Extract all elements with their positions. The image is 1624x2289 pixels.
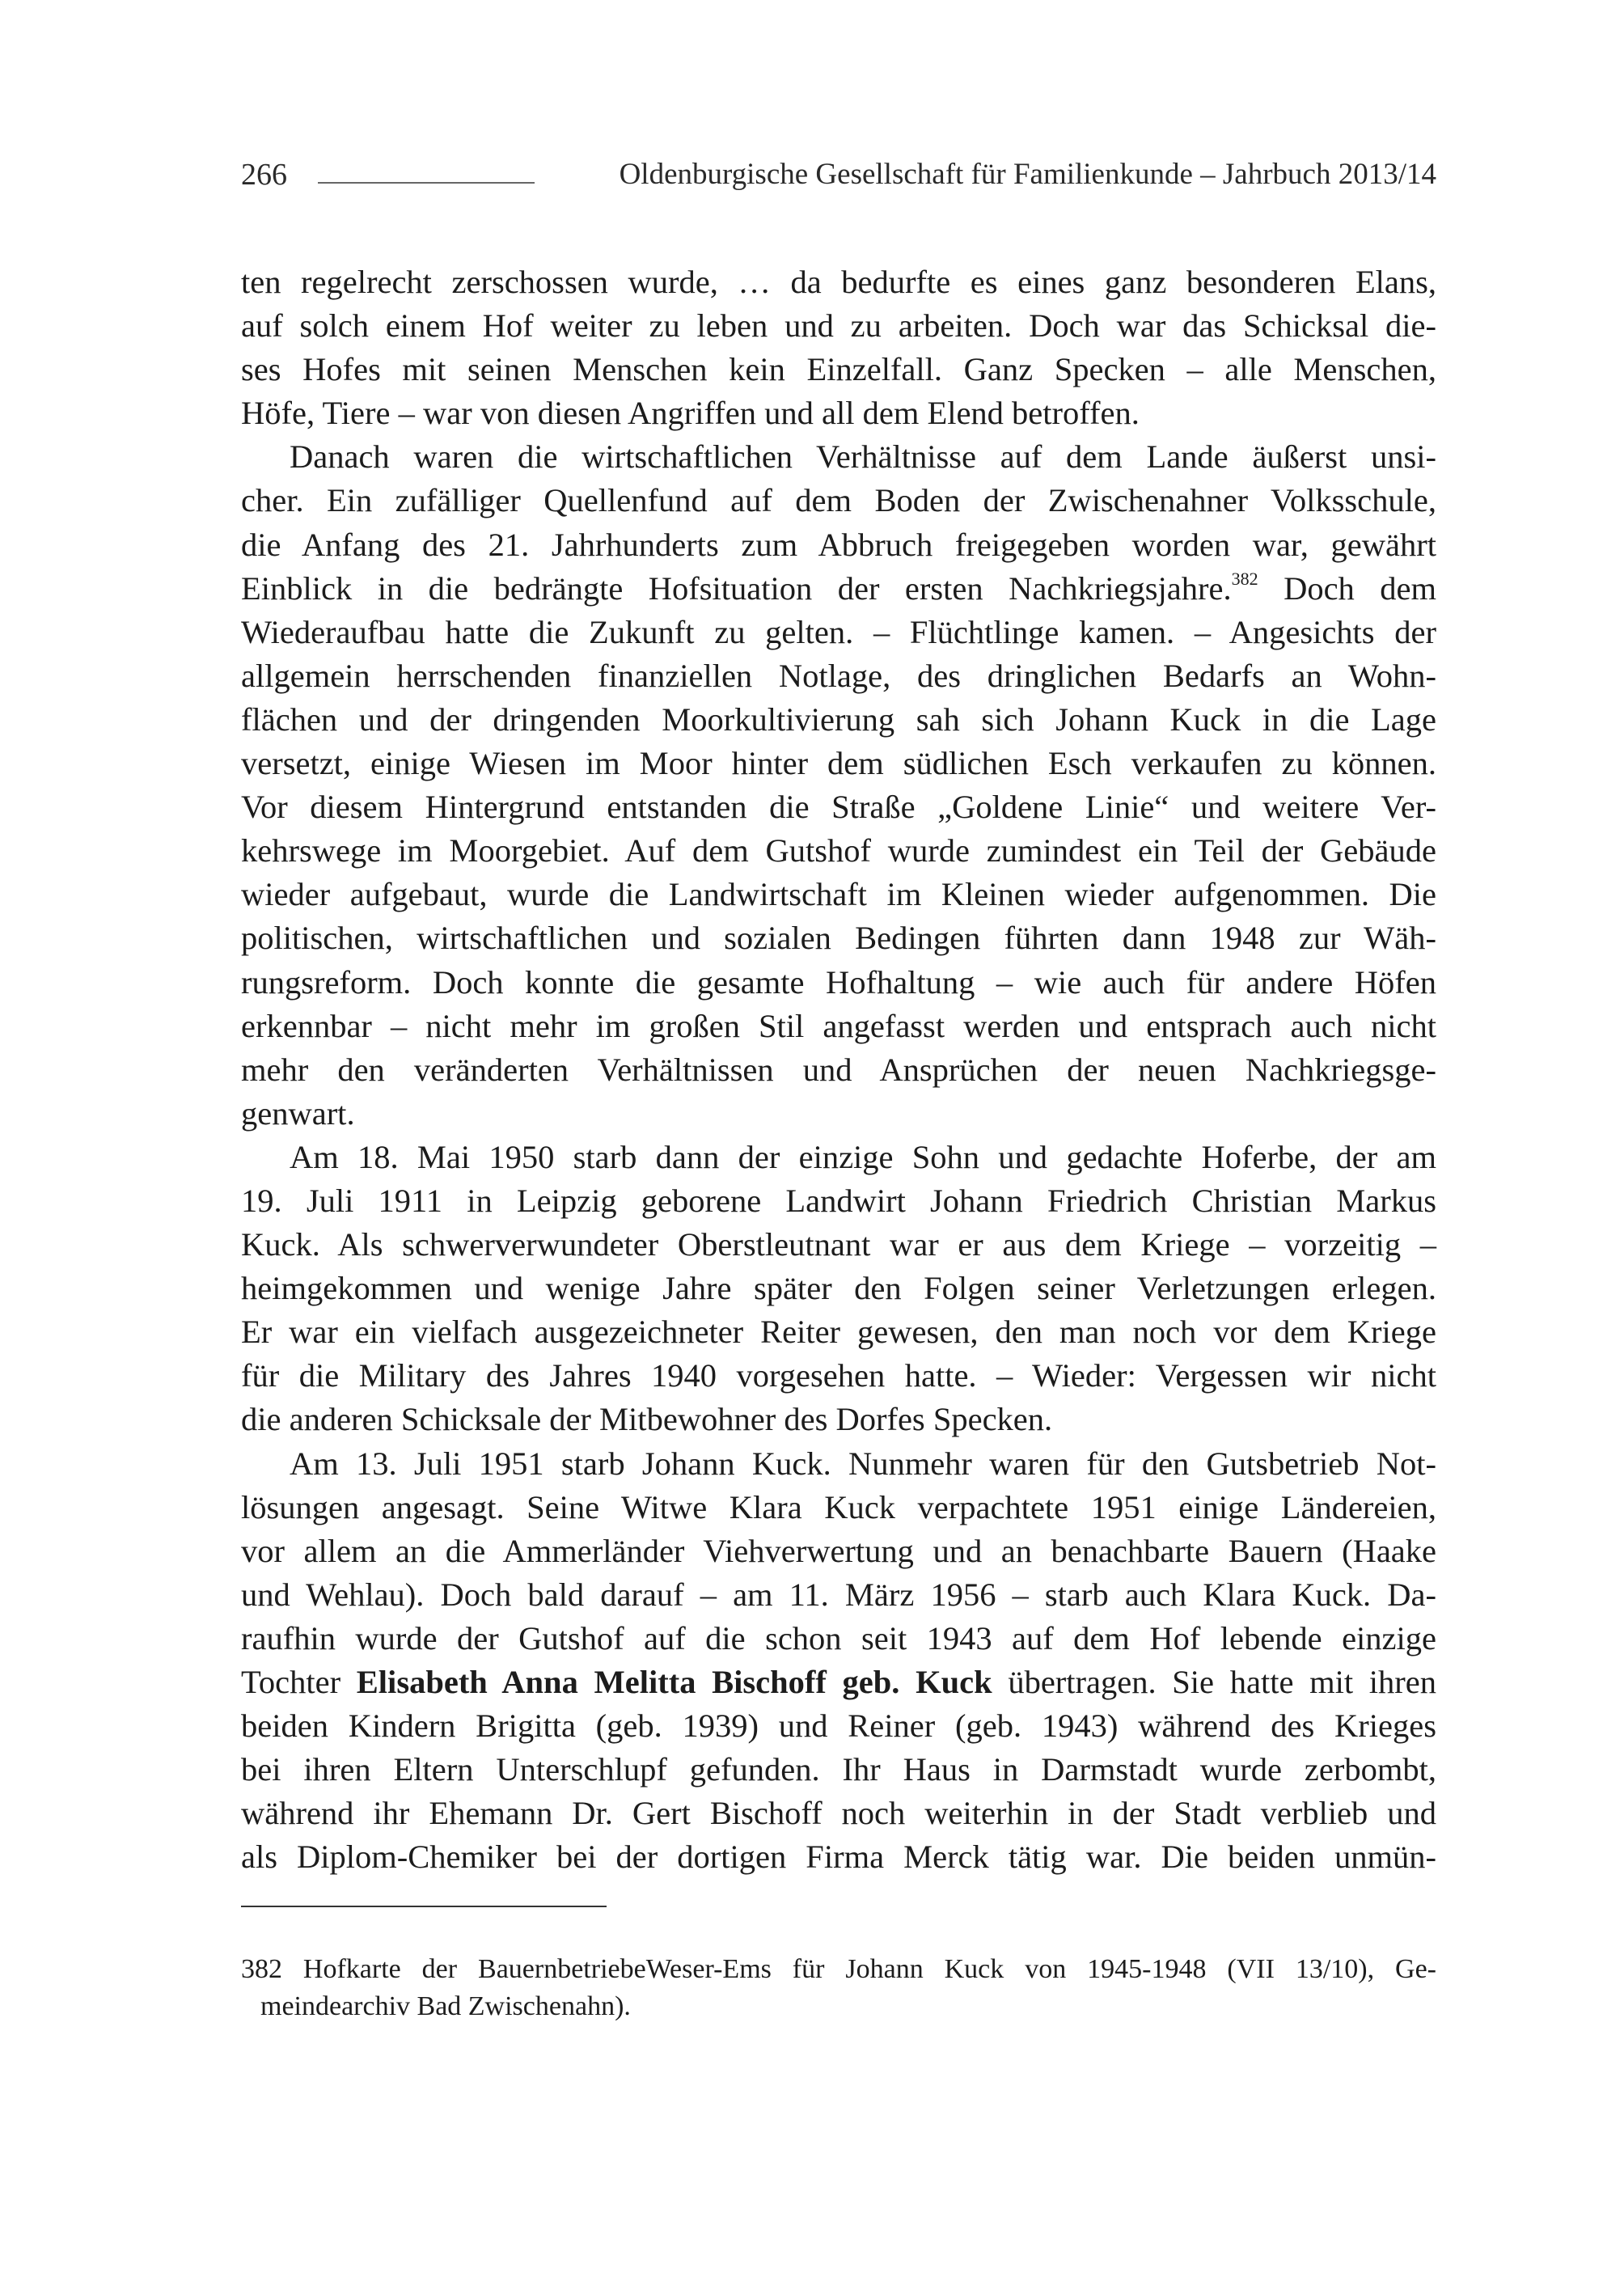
footnote-line: meindearchiv Bad Zwischenahn). — [260, 1991, 631, 2021]
paragraph — [241, 1442, 1436, 1880]
text-line: genwart. — [241, 1094, 355, 1132]
text-line: ses Hofes mit seinen Menschen kein Einzelfall. Ganz Specken – alle Menschen, — [241, 351, 1436, 388]
text-line: für die Military des Jahres 1940 vorgesehen hatte. – Wieder: Vergessen wir nicht — [241, 1357, 1436, 1394]
text-line: lösungen angesagt. Seine Witwe Klara Kuck verpachtete 1951 einige Ländereien, — [241, 1488, 1436, 1525]
text-line: Höfe, Tiere – war von diesen Angriffen und all dem Elend betroffen. — [241, 395, 1140, 432]
text-line: beiden Kindern Brigitta (geb. 1939) und Reiner (geb. 1943) während des Krieges — [241, 1707, 1436, 1745]
text-line: und Wehlau). Doch bald darauf – am 11. März 1956 – starb auch Klara Kuck. Da- — [241, 1576, 1436, 1613]
text-line: Kuck. Als schwerverwundeter Oberstleutnant war er aus dem Kriege – vorzeitig – — [241, 1226, 1436, 1263]
text-line: die Anfang des 21. Jahrhunderts zum Abbruch freigegeben worden war, gewährt — [241, 526, 1436, 563]
text-line: während ihr Ehemann Dr. Gert Bischoff noch weiterhin in der Stadt verblieb und — [241, 1795, 1436, 1832]
text-line: rungsreform. Doch konnte die gesamte Hofhaltung – wie auch für andere Höfen — [241, 963, 1436, 1001]
paragraph — [241, 435, 1436, 1136]
footnote-line: 382 Hofkarte der BauernbetriebeWeser-Ems für Johann Kuck von 1945-1948 (VII 13/10), Ge- — [241, 1954, 1436, 1984]
text-line: bei ihren Eltern Unterschlupf gefunden. Ihr Haus in Darmstadt wurde zerbombt, — [241, 1751, 1436, 1788]
footnote-rule — [241, 1906, 607, 1907]
text-line: heimgekommen und wenige Jahre später den Folgen seiner Verletzungen erlegen. — [241, 1270, 1436, 1307]
paragraph — [241, 1136, 1436, 1442]
text-line: 19. Juli 1911 in Leipzig geborene Landwirt Johann Friedrich Christian Markus — [241, 1182, 1436, 1219]
text-line: vor allem an die Ammerländer Viehverwertung und an benachbarte Bauern (Haake — [241, 1532, 1436, 1569]
body-text — [241, 260, 1436, 1879]
text-line: wieder aufgebaut, wurde die Landwirtschaft im Kleinen wieder aufgenommen. Die — [241, 876, 1436, 913]
text-line: kehrswege im Moorgebiet. Auf dem Gutshof wurde zumindest ein Teil der Gebäude — [241, 832, 1436, 869]
text-line: versetzt, einige Wiesen im Moor hinter dem südlichen Esch verkaufen zu können. — [241, 745, 1436, 782]
running-head — [241, 150, 1436, 199]
text-line: erkennbar – nicht mehr im großen Stil angefasst werden und entsprach auch nicht — [241, 1007, 1436, 1044]
text-line: politischen, wirtschaftlichen und sozialen Bedingen führten dann 1948 zur Wäh- — [241, 920, 1436, 957]
text-line: Er war ein vielfach ausgezeichneter Reiter gewesen, den man noch vor dem Kriege — [241, 1314, 1436, 1351]
text-line: Am 13. Juli 1951 starb Johann Kuck. Nunmehr waren für den Gutsbetrieb Not- — [290, 1445, 1436, 1482]
text-line: auf solch einem Hof weiter zu leben und zu arbeiten. Doch war das Schicksal die- — [241, 307, 1436, 345]
text-line: ten regelrecht zerschossen wurde, … da bedurfte es eines ganz besonderen Elans, — [241, 264, 1436, 300]
text-line: Am 18. Mai 1950 starb dann der einzige Sohn und gedachte Hoferbe, der am — [290, 1138, 1436, 1175]
journal-title: Oldenburgische Gesellschaft für Familienkunde – Jahrbuch 2013/14 — [619, 158, 1436, 191]
text-line: Tochter Elisabeth Anna Melitta Bischoff geb. Kuck übertragen. Sie hatte mit ihren — [241, 1664, 1437, 1700]
text-line: raufhin wurde der Gutshof auf die schon seit 1943 auf dem Hof lebende einzige — [241, 1619, 1436, 1656]
text-line: Vor diesem Hintergrund entstanden die Straße „Goldene Linie“ und weitere Ver- — [241, 789, 1436, 826]
text-line: Danach waren die wirtschaftlichen Verhältnisse auf dem Lande äußerst unsi- — [290, 438, 1436, 476]
footnote-marker: 382 — [1231, 568, 1258, 589]
page-number: 266 — [241, 158, 287, 192]
text-line: als Diplom-Chemiker bei der dortigen Firma Merck tätig war. Die beiden unmün- — [241, 1838, 1436, 1876]
text-line: allgemein herrschenden finanziellen Notlage, des dringlichen Bedarfs an Wohn- — [241, 657, 1436, 694]
text-line: Einblick in die bedrängte Hofsituation der ersten Nachkriegsjahre.$^{382}$ Doch dem — [241, 568, 1436, 607]
header-rule — [318, 182, 535, 184]
text-line: Wiederaufbau hatte die Zukunft zu gelten. – Flüchtlinge kamen. – Angesichts der — [241, 613, 1436, 650]
bold-name: Elisabeth Anna Melitta Bischoff geb. Kuck — [356, 1664, 992, 1700]
text-line: die anderen Schicksale der Mitbewohner des Dorfes Specken. — [241, 1401, 1053, 1438]
paragraph — [241, 260, 1436, 435]
footnote — [241, 1951, 1436, 2025]
text-line: cher. Ein zufälliger Quellenfund auf dem Boden der Zwischenahner Volksschule, — [241, 482, 1436, 519]
text-line: mehr den veränderten Verhältnissen und Ansprüchen der neuen Nachkriegsge- — [241, 1051, 1436, 1088]
text-line: flächen und der dringenden Moorkultivierung sah sich Johann Kuck in die Lage — [241, 700, 1436, 738]
